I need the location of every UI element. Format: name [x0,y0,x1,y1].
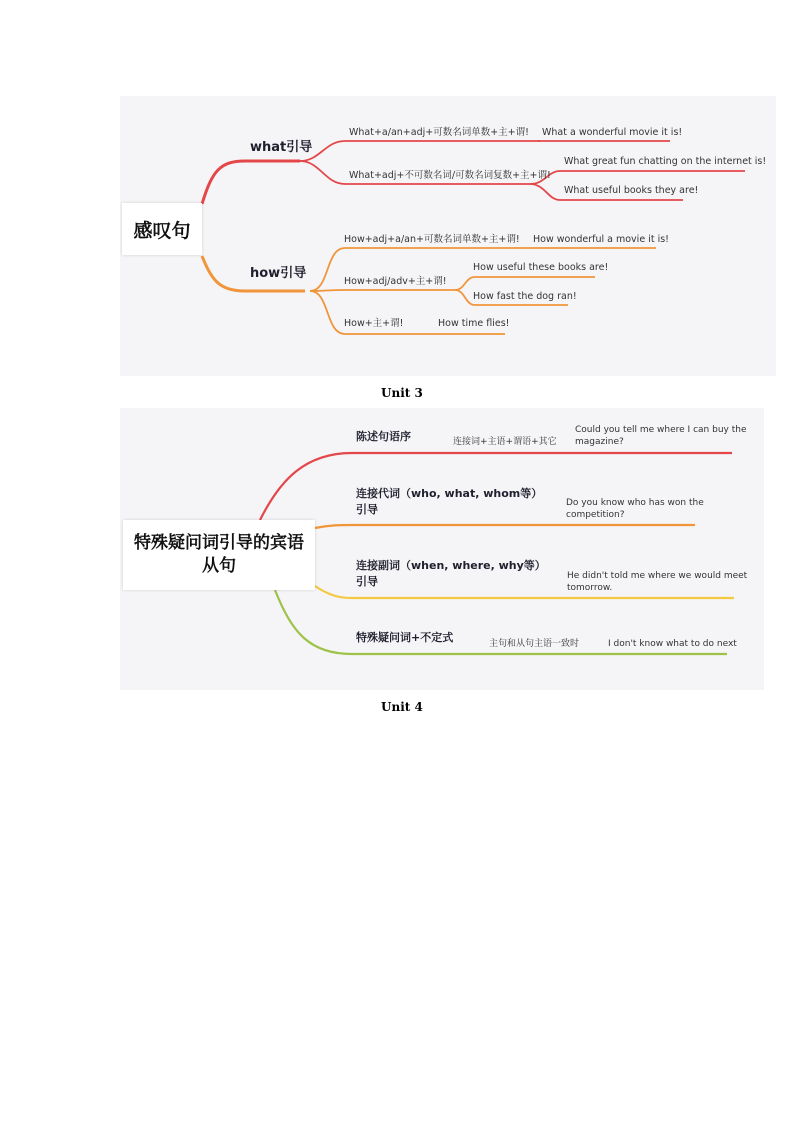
unit3-how-pattern-2: How+adj/adv+主+谓! [344,276,447,287]
unit3-what-example-2b: What useful books they are! [564,185,699,196]
unit3-what-example-1: What a wonderful movie it is! [542,127,683,138]
unit4-branch-3-example-line2: tomorrow. [567,583,613,593]
unit3-root-node [122,203,202,255]
unit3-link-root-what [202,161,300,204]
unit3-link-how-2 [310,290,455,291]
unit3-what-pattern-2: What+adj+不可数名词/可数名词复数+主+谓! [349,170,551,181]
unit3-how-example-1: How wonderful a movie it is! [533,234,669,245]
unit3-what-pattern-1: What+a/an+adj+可数名词单数+主+谓! [349,127,529,138]
unit3-how-branch-label: how引导 [250,266,307,281]
unit4-branch-2-example-line2: competition? [566,510,625,520]
unit3-link-what-ex2a [530,171,745,184]
unit3-how-example-2b: How fast the dog ran! [473,291,577,302]
unit4-branch-1-example-line2: magazine? [575,437,624,447]
unit3-root-label: 感叹句 [133,219,191,242]
unit4-branch-4-label: 特殊疑问词+不定式 [356,631,454,644]
unit4-root-node [123,520,315,590]
unit4-branch-2-label-line1: 连接代词（who, what, whom等） [356,487,543,500]
unit3-what-example-2a: What great fun chatting on the internet is! [564,156,767,167]
unit3-mindmap-panel [120,96,776,376]
unit4-branch-1-example-line1: Could you tell me where I can buy the [575,425,747,435]
unit4-branch-4-example: I don't know what to do next [608,639,737,649]
unit4-branch-4-note: 主句和从句主语一致时 [489,639,580,649]
unit4-branch-3-example-line1: He didn't told me where we would meet [567,571,748,581]
unit4-branch-2-label-line2: 引导 [356,503,378,516]
unit4-branch-1-note: 连接词+主语+谓语+其它 [453,437,557,447]
unit3-caption: Unit 3 [381,386,423,400]
unit3-how-example-2a: How useful these books are! [473,262,609,273]
unit4-branch-1-label: 陈述句语序 [356,430,411,443]
unit3-how-pattern-3: How+主+谓! [344,318,404,329]
unit3-link-how-ex2a [455,277,595,290]
unit4-branch-3-label-line1: 连接副词（when, where, why等） [356,559,546,572]
unit4-mindmap-panel [120,408,764,690]
unit4-root-label-line1: 特殊疑问词引导的宾语 [134,533,304,554]
unit3-link-what-1 [300,141,540,161]
unit3-what-branch-label: what引导 [250,140,313,155]
unit4-link-2 [315,525,695,528]
unit4-branch-2-example-line1: Do you know who has won the [566,498,704,508]
unit4-root-label-line2: 从句 [202,556,236,576]
unit4-branch-3-label-line2: 引导 [356,575,378,588]
unit3-how-example-3: How time flies! [438,318,510,329]
unit4-caption: Unit 4 [381,700,423,714]
unit3-how-pattern-1: How+adj+a/an+可数名词单数+主+谓! [344,234,520,245]
